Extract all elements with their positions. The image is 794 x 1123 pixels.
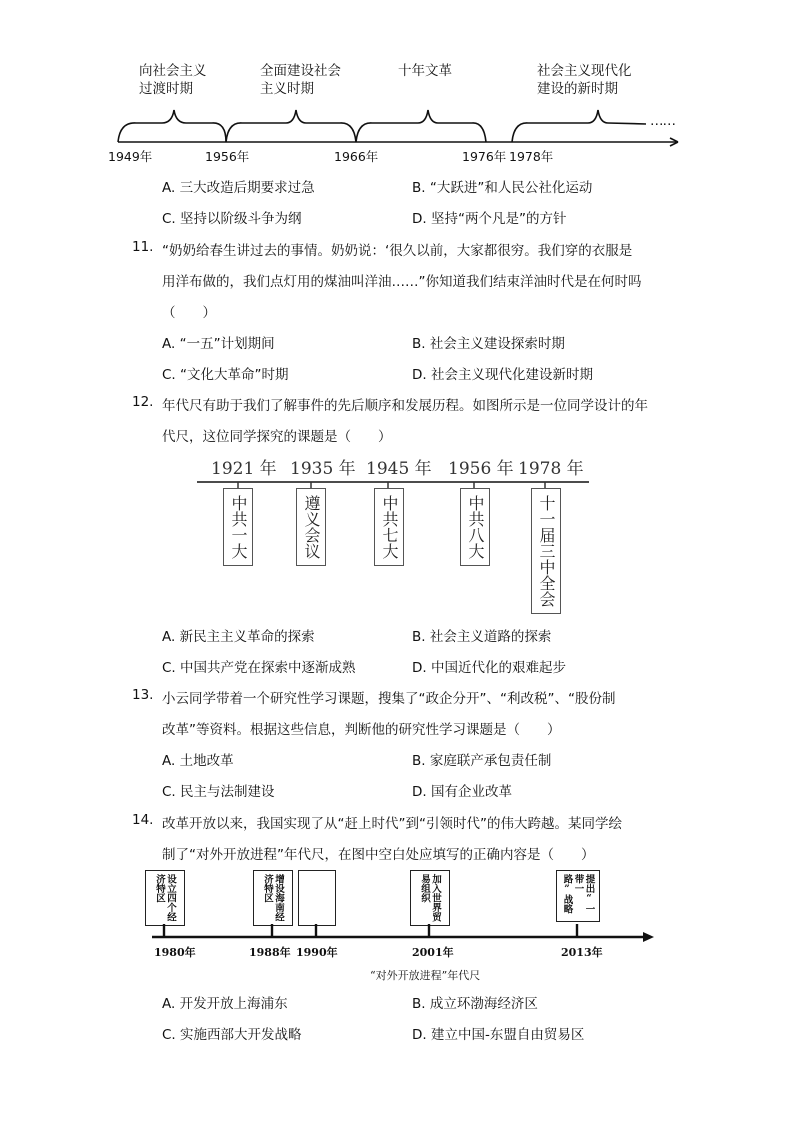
answer-blank: （ ） — [162, 305, 216, 321]
ruler-year: 1978 年 — [518, 459, 584, 479]
option-c[interactable]: C. “文化大革命”时期 — [162, 367, 289, 383]
axis-arrowhead — [643, 932, 654, 942]
event-sign-label: 增设海南经济特区 — [262, 874, 284, 922]
event-sign-label: 加入世界贸易组织 — [419, 874, 441, 922]
option-a[interactable]: A. 土地改革 — [162, 753, 234, 769]
question-number: 14. — [132, 812, 154, 828]
option-d[interactable]: D. 坚持“两个凡是”的方针 — [412, 211, 567, 227]
question-stem-line: 小云同学带着一个研究性学习课题，搜集了“政企分开”、“利改税”、“股份制 — [162, 691, 616, 707]
question-number: 12. — [132, 394, 154, 410]
year-label: 1956年 — [205, 149, 250, 164]
year-label: 1976年 — [462, 149, 507, 164]
event-card — [223, 488, 253, 566]
event-card — [460, 488, 490, 566]
option-b[interactable]: B. 社会主义建设探索时期 — [412, 336, 565, 352]
option-b[interactable]: B. 成立环渤海经济区 — [412, 996, 538, 1012]
event-label: 中共八大 — [466, 495, 485, 559]
option-a[interactable]: A. 新民主主义革命的探索 — [162, 629, 315, 645]
year-label: 1978年 — [509, 149, 554, 164]
option-c[interactable]: C. 实施西部大开发战略 — [162, 1027, 302, 1043]
option-c[interactable]: C. 民主与法制建设 — [162, 784, 275, 800]
option-a[interactable]: A. “一五”计划期间 — [162, 336, 275, 352]
option-d[interactable]: D. 国有企业改革 — [412, 784, 512, 800]
blank-event-sign — [298, 870, 336, 926]
event-card — [296, 488, 326, 566]
period-label-line: 社会主义现代化 — [537, 63, 632, 79]
figure-caption: “对外开放进程”年代尺 — [370, 969, 481, 982]
period-label-line: 全面建设社会 — [260, 63, 341, 79]
option-c[interactable]: C. 中国共产党在探索中逐渐成熟 — [162, 660, 356, 676]
question-number: 13. — [132, 687, 154, 703]
ruler-year: 1980年 — [154, 946, 196, 959]
question-stem-line: 制了“对外开放进程”年代尺，在图中空白处应填写的正确内容是（ ） — [162, 847, 595, 863]
option-c[interactable]: C. 坚持以阶级斗争为纲 — [162, 211, 302, 227]
question-stem-line: 年代尺有助于我们了解事件的先后顺序和发展历程。如图所示是一位同学设计的年 — [162, 398, 648, 414]
year-label: 1966年 — [334, 149, 379, 164]
period-label-cultural-revolution — [398, 62, 452, 80]
period-label-line: 过渡时期 — [139, 81, 193, 97]
ruler-year: 2013年 — [561, 946, 603, 959]
period-label-modernization — [537, 62, 632, 98]
event-sign-label: 设立四个经济特区 — [154, 874, 176, 922]
ruler-year: 1945 年 — [366, 459, 432, 479]
option-d[interactable]: D. 社会主义现代化建设新时期 — [412, 367, 593, 383]
event-sign — [253, 870, 293, 926]
ruler-year: 1956 年 — [448, 459, 514, 479]
period-label-line: 十年文革 — [398, 63, 452, 79]
ruler-year: 1935 年 — [290, 459, 356, 479]
opening-ruler-axis-svg — [150, 920, 656, 944]
event-sign — [410, 870, 450, 926]
question-stem-line: 改革开放以来，我国实现了从“赶上时代”到“引领时代”的伟大跨越。某同学绘 — [162, 816, 622, 832]
brace-1949-1956 — [118, 110, 226, 142]
option-b[interactable]: B. “大跃进”和人民公社化运动 — [412, 180, 593, 196]
event-card — [531, 488, 561, 614]
event-sign-label: 提出“一带一路”战略 — [561, 874, 595, 914]
event-sign — [556, 870, 600, 922]
brace-1956-1966 — [226, 110, 356, 142]
timeline-braces-svg — [100, 96, 700, 152]
year-label: 1949年 — [108, 149, 153, 164]
event-label: 中共一大 — [229, 495, 248, 559]
period-label-line: 向社会主义 — [139, 63, 207, 79]
period-label-line: 建设的新时期 — [537, 81, 618, 97]
brace-1978-open — [512, 110, 646, 142]
ruler-year: 1988年 — [249, 946, 291, 959]
period-label-full-construction — [260, 62, 341, 98]
ruler-year: 2001年 — [412, 946, 454, 959]
timeline-ellipsis: …… — [650, 113, 675, 129]
option-d[interactable]: D. 中国近代化的艰难起步 — [412, 660, 566, 676]
option-a[interactable]: A. 三大改造后期要求过急 — [162, 180, 315, 196]
option-b[interactable]: B. 社会主义道路的探索 — [412, 629, 552, 645]
brace-1966-1976 — [356, 110, 486, 142]
option-a[interactable]: A. 开发开放上海浦东 — [162, 996, 288, 1012]
event-label: 十一届三中全会 — [537, 495, 556, 607]
period-label-line: 主义时期 — [260, 81, 314, 97]
question-stem-line: “奶奶给春生讲过去的事情。奶奶说：‘很久以前，大家都很穷。我们穿的衣服是 — [162, 243, 633, 259]
question-stem-line: 代尺，这位同学探究的课题是（ ） — [162, 429, 392, 445]
event-label: 中共七大 — [380, 495, 399, 559]
question-stem-line: 改革”等资料。根据这些信息，判断他的研究性学习课题是（ ） — [162, 722, 561, 738]
ruler-year: 1921 年 — [211, 459, 277, 479]
question-number: 11. — [132, 239, 154, 255]
period-label-transition — [139, 62, 207, 98]
event-label: 遵义会议 — [302, 495, 321, 559]
ruler-axis-svg — [195, 470, 595, 490]
event-card — [374, 488, 404, 566]
option-d[interactable]: D. 建立中国-东盟自由贸易区 — [412, 1027, 585, 1043]
ruler-year: 1990年 — [296, 946, 338, 959]
event-sign — [145, 870, 185, 926]
option-b[interactable]: B. 家庭联产承包责任制 — [412, 753, 552, 769]
question-stem-line: 用洋布做的，我们点灯用的煤油叫洋油……”你知道我们结束洋油时代是在何时吗 — [162, 274, 642, 290]
